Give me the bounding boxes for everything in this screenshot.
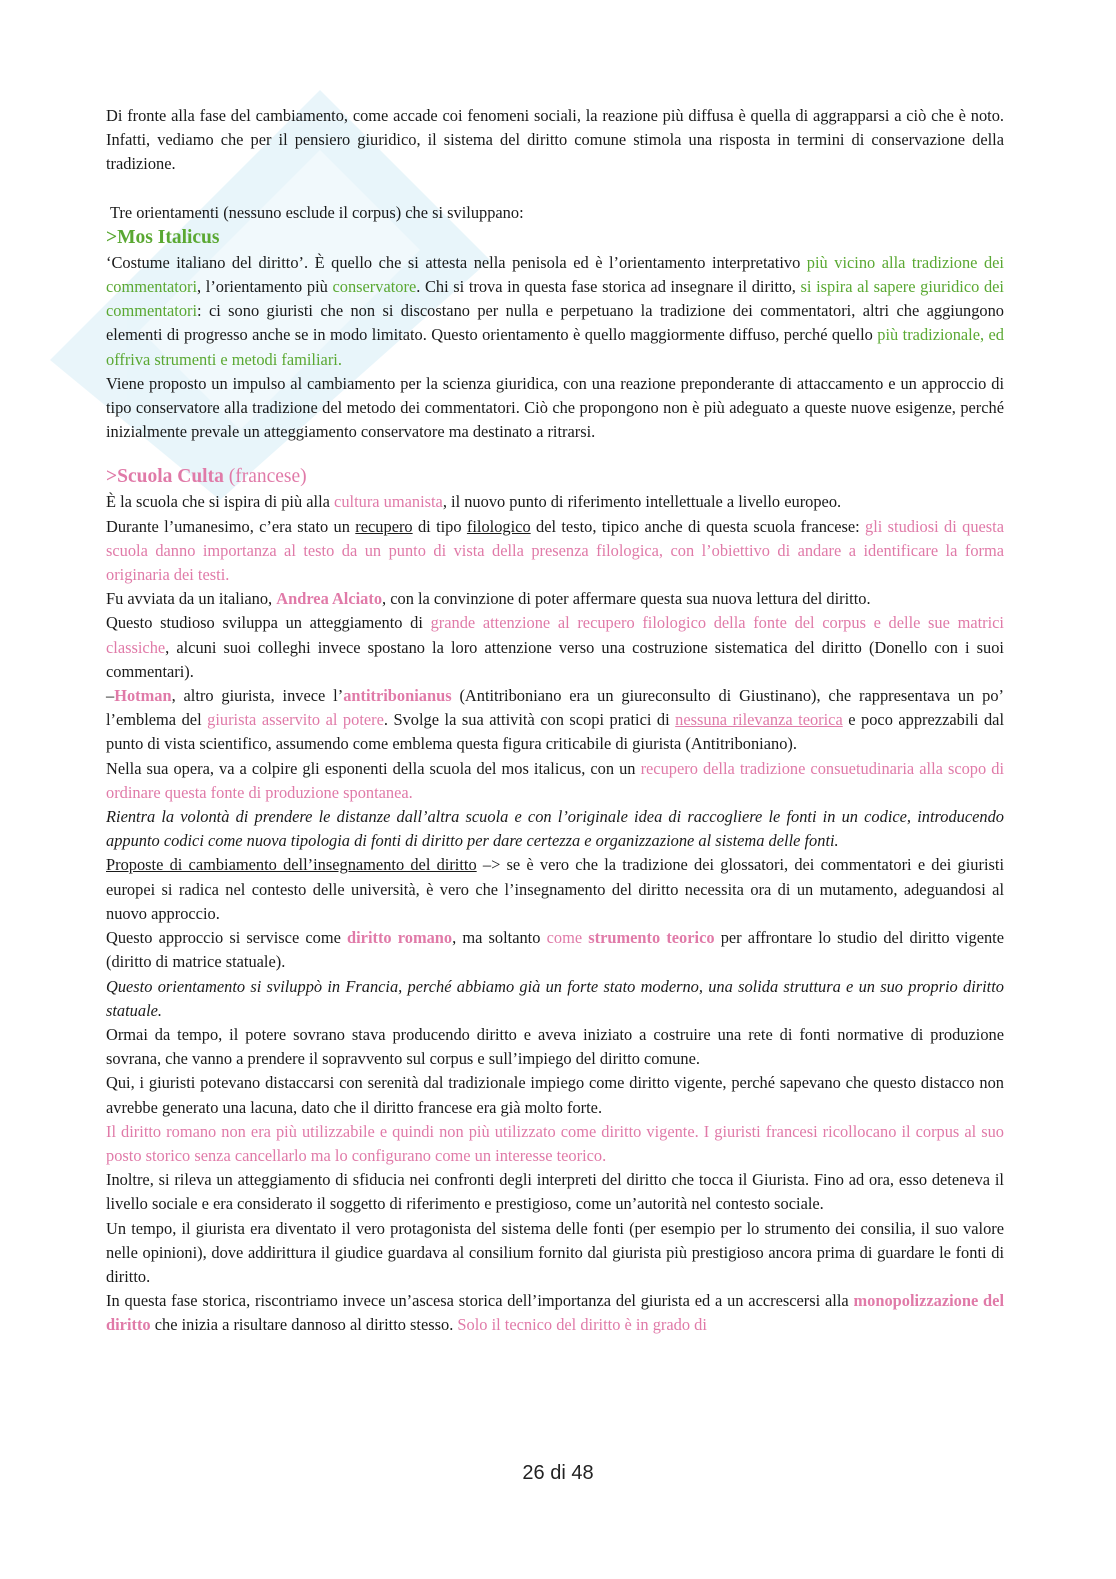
highlight-green: conservatore [332,277,417,297]
culta-paragraph-7: Rientra la volontà di prendere le distanze dall’altra scuola e con l’originale idea di raccogliere le fonti in un codice, introducendo appunto codici come nuova tipologia di fonti di diritto per dare certezza e organizzazione al sistema delle fonti. [106,807,1004,851]
highlight-green: più tradizionale, ed offriva strumenti e metodi familiari. [106,325,1004,369]
text-run: ‘Costume italiano del diritto’. È quello che si attesta nella penisola ed è l’orientamento interpretativo [106,252,807,272]
highlight-pink-bold: Hotman [114,686,172,706]
culta-paragraph-6 [106,757,1004,805]
culta-paragraph-8 [106,853,1004,926]
underlined-text: filologico [466,516,531,536]
highlight-pink-bold: Andrea Alciato [276,589,383,609]
culta-paragraph-2 [106,515,1004,588]
culta-paragraph-9 [106,926,1004,974]
text-run: , il nuovo punto di riferimento intellettuale a livello europeo. [442,492,842,512]
scuola-culta-heading [106,464,1004,490]
highlight-pink-bold: strumento teorico [588,928,715,948]
highlight-pink: cultura umanista [334,492,443,512]
highlight-green: si ispira al sapere giuridico dei commentatori [106,277,1004,321]
text-run: , l’orientamento più [197,277,333,297]
culta-paragraph-15: Un tempo, il giurista era diventato il vero protagonista del sistema delle fonti (per esempio per lo strumento dei consilia, il suo valore nelle opinioni), dove addirittura il giudice guardava al consilium fornito dal giurista più prestigioso ancora prima di guardare le fonti di diritto. [106,1218,1004,1286]
mos-italicus-paragraph-2: Viene proposto un impulso al cambiamento per la scienza giuridica, con una reazione preponderante di attaccamento e un approccio di tipo conservatore alla tradizione del metodo dei commentatori. Ciò che propongono non è più adeguato a queste nuove esigenze, perché inizialmente prevale un atteggiamento conservatore ma destinato a ritrarsi. [106,373,1004,442]
text-run: –> se è vero che la tradizione dei glossatori, dei commentatori e dei giuristi europei si radica nel contesto delle università, è vero che l’insegnamento del diritto necessita ora di un mutamento, adeguandosi al nuovo approccio. [106,855,1004,923]
culta-paragraph-1 [106,490,1004,514]
text-run: Durante l’umanesimo, c’era stato un [106,516,356,536]
text-run: Questo studioso sviluppa un atteggiamento di [106,613,431,633]
heading-bold: >Scuola Culta [106,466,224,488]
text-run: , ma soltanto [452,928,547,948]
page-number: 26 di 48 [522,1462,594,1484]
culta-paragraph-16 [106,1289,1004,1337]
culta-paragraph-5 [106,684,1004,757]
text-run: , alcuni suoi colleghi invece spostano la loro attenzione verso una costruzione sistematica del diritto (Donello con i suoi commentari). [106,637,1004,681]
mos-italicus-paragraph-1 [106,251,1004,372]
text-run: Nella sua opera, va a colpire gli esponenti della scuola del mos italicus, con un [106,758,641,778]
text-run: : ci sono giuristi che non si discostano per nulla e perpetuano la tradizione dei commentatori, altri che aggiungono elementi di progresso anche se in modo limitato. Questo orientamento è quello maggiormente diffuso, perché quello [106,301,1004,345]
highlight-pink: Solo il tecnico del diritto è in grado di [457,1315,707,1335]
culta-paragraph-12: Qui, i giuristi potevano distaccarsi con serenità dal tradizionale impiego come diritto vigente, perché sapevano che questo distacco non avrebbe generato una lacuna, dato che il diritto francese era già molto forte. [106,1073,1004,1117]
text-run: e poco apprezzabili dal punto di vista scientifico, assumendo come emblema questa figura criticabile di giurista (Antitriboniano). [106,710,1005,754]
spacer [106,177,1004,201]
highlight-pink: gli studiosi di questa scuola danno importanza al testo da un punto di vista della presenza filologica, con l’obiettivo di andare a identificare la forma originaria dei testi. [106,516,1004,585]
highlight-pink: giurista asservito al potere [207,710,384,730]
spacer [106,444,1004,464]
document-body [106,104,1004,1338]
culta-paragraph-3 [106,587,1004,611]
highlight-pink-underlined: nessuna rilevanza teorica [675,710,843,730]
text-run: In questa fase storica, riscontriamo invece un’ascesa storica dell’importanza del giurista ed a un accrescersi alla [106,1291,854,1311]
heading-rest: (francese) [223,466,307,488]
text-run: del testo, tipico anche di questa scuola francese: [530,516,866,536]
text-run: Fu avviata da un italiano, [106,589,277,609]
highlight-pink: come [546,928,589,948]
highlight-green: più vicino alla tradizione dei commentatori [106,252,1004,297]
text-run: – [106,686,115,706]
culta-paragraph-10: Questo orientamento si sviluppò in Francia, perché abbiamo già un forte stato moderno, una solida struttura e un suo proprio diritto statuale. [106,976,1004,1020]
text-run: . Chi si trova in questa fase storica ad insegnare il diritto, [416,277,801,297]
text-run: È la scuola che si ispira di più alla [106,492,335,512]
underlined-text: Proposte di cambiamento dell’insegnamento del diritto [106,855,477,875]
highlight-pink-bold: antitribonianus [343,686,452,706]
text-run: di tipo [412,516,467,536]
culta-paragraph-14: Inoltre, si rileva un atteggiamento di sfiducia nei confronti degli interpreti del diritto che tocca il Giurista. Fino ad ora, esso deteneva il livello sociale e era considerato il soggetto di riferimento e prestigioso, come un’autorità nel contesto sociale. [106,1170,1004,1214]
text-run: Questo approccio si servisce come [106,928,348,948]
text-run: che inizia a risultare dannoso al diritto stesso. [150,1315,458,1335]
underlined-text: recupero [355,516,413,536]
culta-paragraph-4 [106,611,1004,684]
mos-italicus-heading: >Mos Italicus [106,226,220,248]
highlight-pink: recupero della tradizione consuetudinaria alla scopo di ordinare questa fonte di produzione spontanea. [106,758,1004,802]
text-run: , altro giurista, invece l’ [171,686,344,706]
highlight-pink-bold: diritto romano [347,928,453,948]
text-run: , con la convinzione di poter affermare questa sua nuova lettura del diritto. [382,589,871,609]
culta-paragraph-13: Il diritto romano non era più utilizzabile e quindi non più utilizzato come diritto vigente. I giuristi francesi ricollocano il corpus al suo posto storico senza cancellarlo ma lo configurano come un interesse teorico. [106,1121,1004,1165]
text-run: . Svolge la sua attività con scopi pratici di [383,710,676,730]
highlight-pink: grande attenzione al recupero filologico della fonte del corpus e delle sue matrici classiche [106,613,1004,657]
text-run: per affrontare lo studio del diritto vigente (diritto di matrice statuale). [106,928,1004,972]
intro-paragraph: Di fronte alla fase del cambiamento, come accade coi fenomeni sociali, la reazione più diffusa è quella di aggrapparsi a ciò che è noto. Infatti, vediamo che per il pensiero giuridico, il sistema del diritto comune stimola una risposta in termini di conservazione della tradizione. [106,106,1004,174]
highlight-pink-bold: monopolizzazione del diritto [106,1291,1005,1335]
orientations-intro: Tre orientamenti (nessuno esclude il corpus) che si sviluppano: [110,202,524,222]
text-run: (Antitriboniano era un giureconsulto di Giustinano), che rappresentava un po’ l’emblema del [106,686,1004,730]
culta-paragraph-11: Ormai da tempo, il potere sovrano stava producendo diritto e aveva iniziato a costruire una rete di fonti normative di produzione sovrana, che vanno a prendere il sopravvento sul corpus e sull’impiego del diritto comune. [106,1024,1004,1069]
